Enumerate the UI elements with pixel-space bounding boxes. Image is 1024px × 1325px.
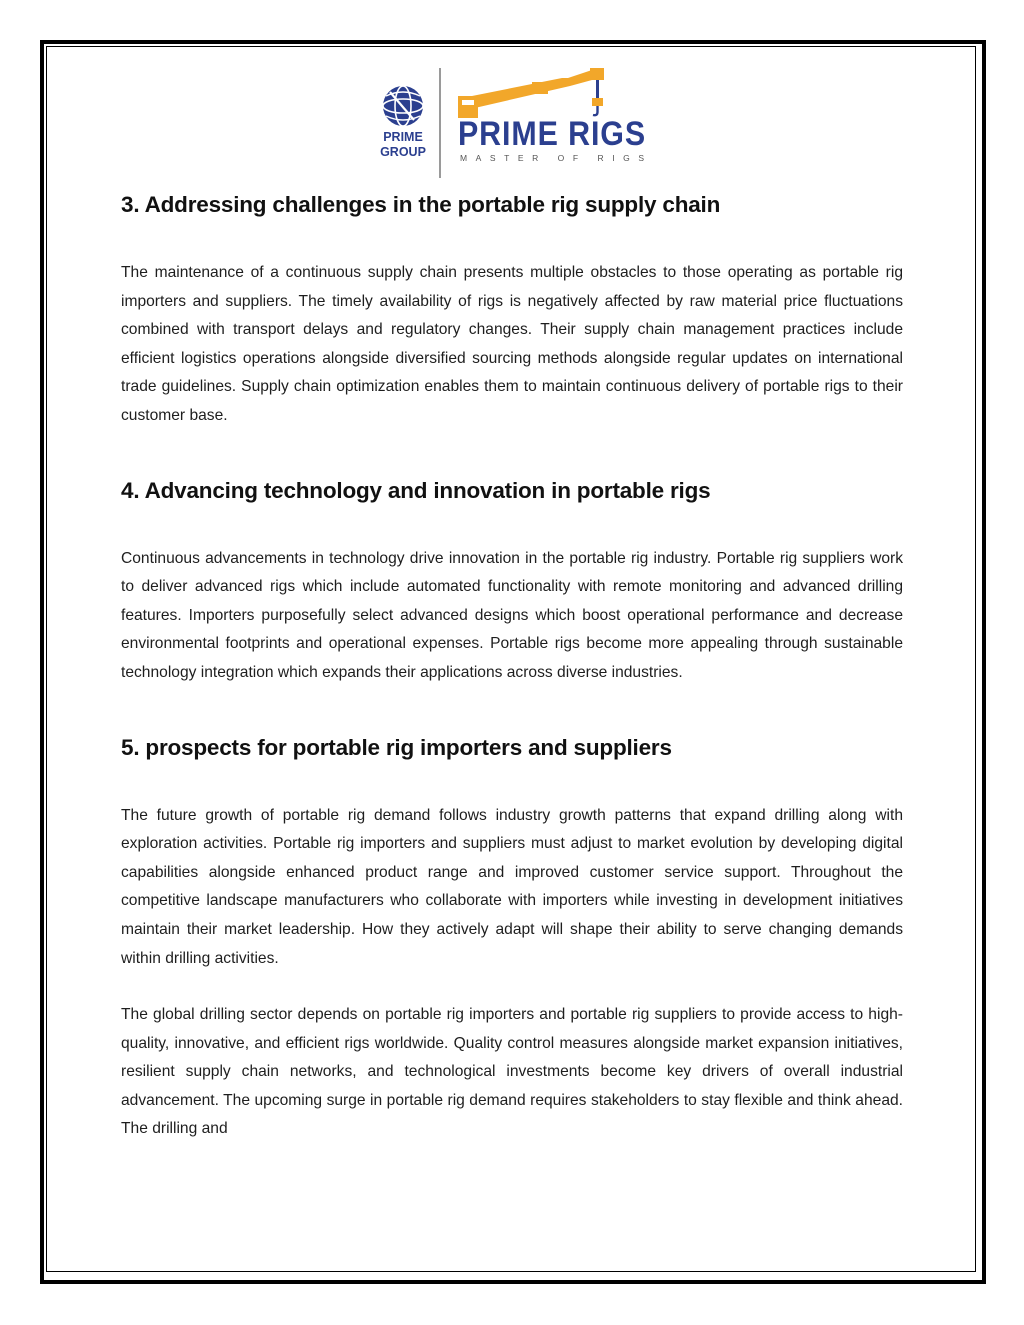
section-4-paragraph: Continuous advancements in technology drive innovation in the portable rig industry. Portable rig suppliers work to deliver advanced rigs which include automated functionality with remote monitoring and advanced drilling features. Importers purposefully select advanced designs which boost operational performance and decrease environmental footprints and operational expenses. Portable rigs become more appealing through sustainable technology integration which expands their applications across diverse industries. [121, 549, 903, 681]
crane-icon [458, 68, 604, 118]
logo-divider [439, 68, 441, 178]
prime-group-globe-icon [383, 86, 423, 126]
section-heading-4: 4. Advancing technology and innovation in portable rigs [121, 477, 711, 503]
logo-group-line1: PRIME [383, 130, 423, 144]
section-heading-3: 3. Addressing challenges in the portable rig supply chain [121, 192, 721, 217]
logo-group-line2: GROUP [380, 145, 426, 159]
document-body [121, 186, 903, 1144]
logo-tagline: MASTER OF RIGS [460, 153, 644, 163]
section-heading-5: 5. prospects for portable rig importers and suppliers [121, 734, 672, 760]
section-5-paragraph-1: The future growth of portable rig demand follows industry growth patterns that expand drilling along with exploration activities. Portable rig importers and suppliers must adjust to market evolution by developing digital capabilities alongside enhanced product range and improved customer service support. Throughout the competitive landscape manufacturers who collaborate with importers while investing in development initiatives maintain their market leadership. How they actively adapt will shape their ability to serve changing demands within drilling activities. [121, 806, 903, 967]
logo-brand-name: PRIME RIGS [458, 115, 646, 153]
section-5-paragraph-2: The global drilling sector depends on portable rig importers and portable rig suppliers to provide access to high-quality, innovative, and efficient rigs worldwide. Quality control measures alongside market expansion initiatives, resilient supply chain networks, and technological investments become key drivers of overall industrial advancement. The upcoming surge in portable rig demand requires stakeholders to stay flexible and think ahead. The drilling and [121, 1006, 903, 1138]
prime-rigs-logo [376, 66, 652, 182]
section-3-paragraph: The maintenance of a continuous supply chain presents multiple obstacles to those operating as portable rig importers and suppliers. The timely availability of rigs is negatively affected by raw material price fluctuations combined with transport delays and regulatory changes. Their supply chain management practices include efficient logistics operations alongside diversified sourcing methods alongside regular updates on international trade guidelines. Supply chain optimization enables them to maintain continuous delivery of portable rigs to their customer base. [121, 264, 903, 424]
